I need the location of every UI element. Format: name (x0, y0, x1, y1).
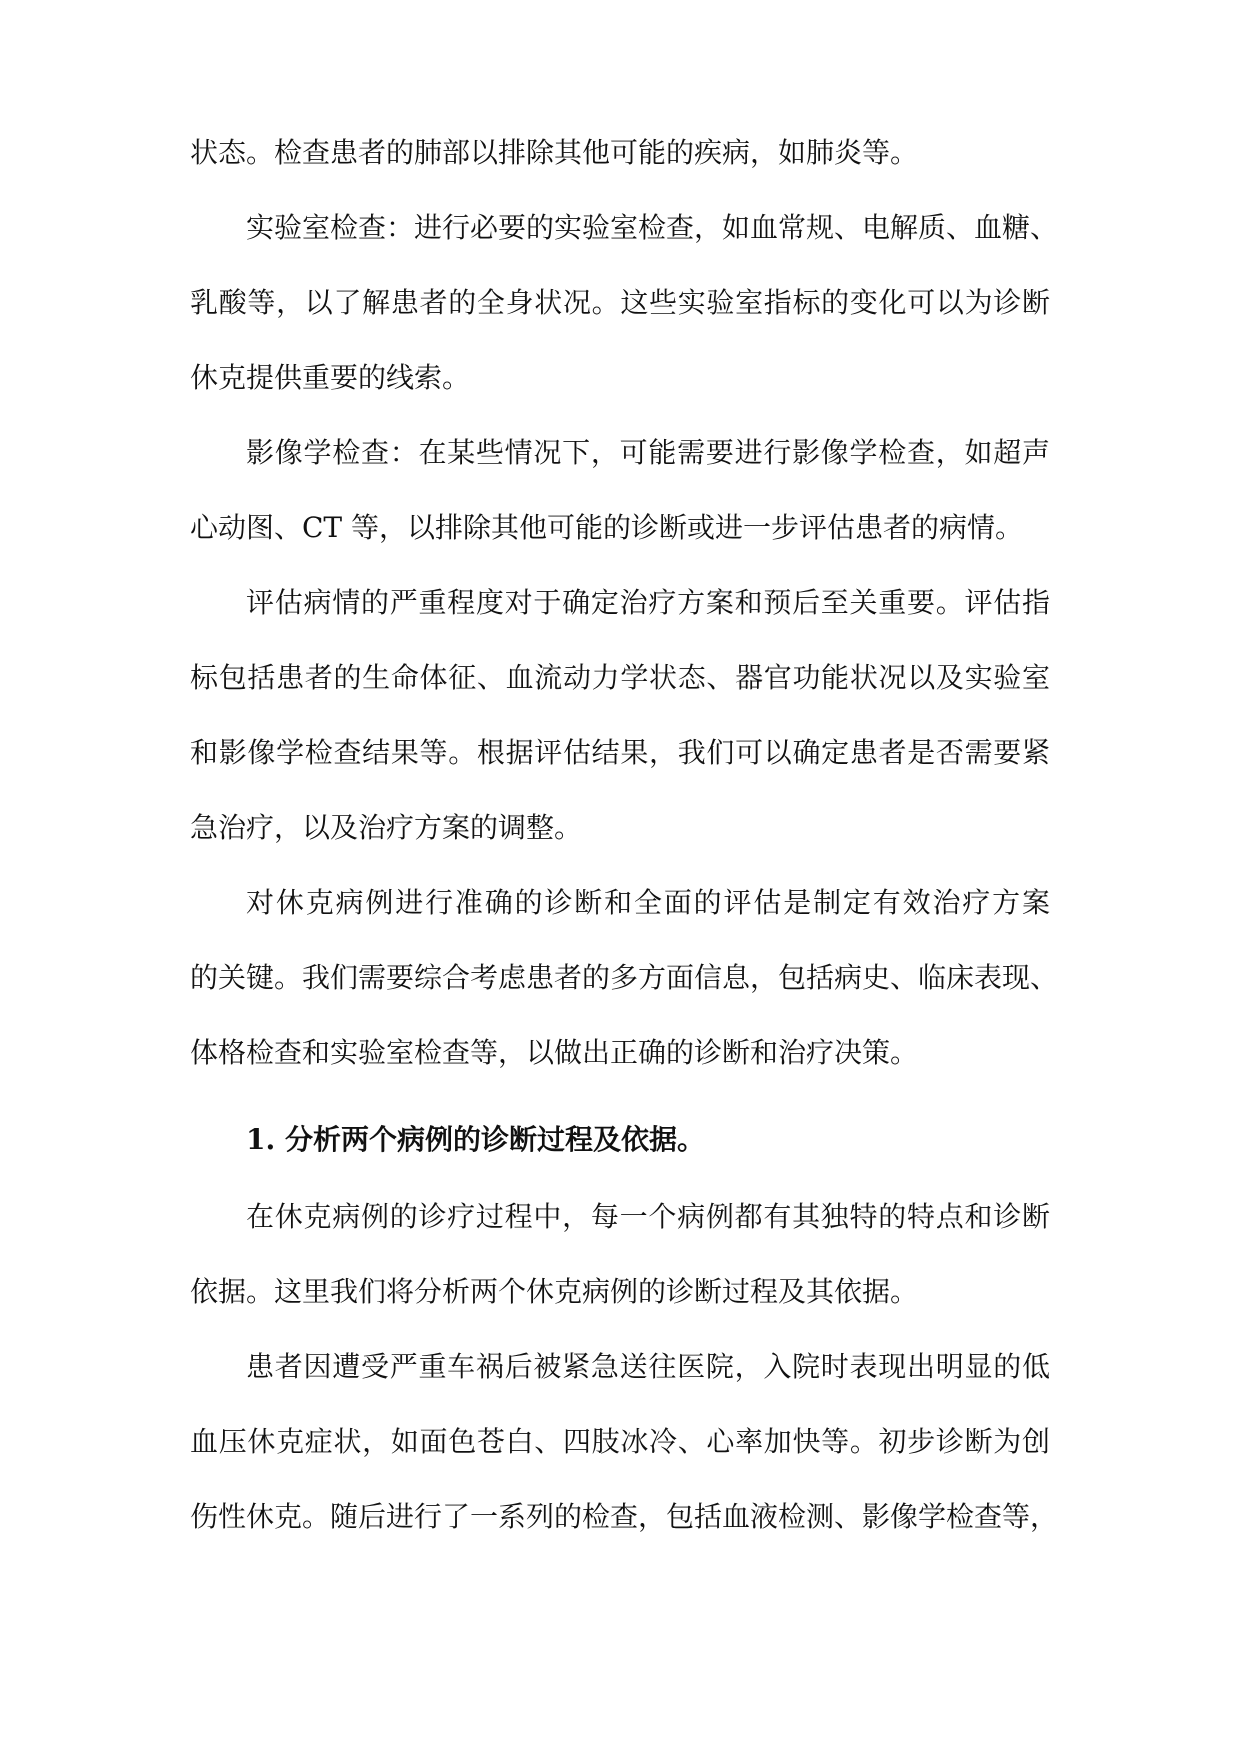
text-line-4: 休克提供重要的线索。 (190, 361, 471, 394)
text-line-15: 依据。这里我们将分析两个休克病例的诊断过程及其依据。 (190, 1275, 919, 1308)
section-heading: 1. 分析两个病例的诊断过程及依据。 (246, 1123, 705, 1156)
text-line-12: 的关键。我们需要综合考虑患者的多方面信息，包括病史、临床表现、 (190, 961, 1059, 994)
text-line-6: 心动图、CT 等，以排除其他可能的诊断或进一步评估患者的病情。 (190, 511, 1024, 544)
text-line-3: 乳酸等，以了解患者的全身状况。这些实验室指标的变化可以为诊断 (190, 286, 1050, 319)
text-line-14: 在休克病例的诊疗过程中，每一个病例都有其独特的特点和诊断 (246, 1200, 1050, 1233)
text-line-17: 血压休克症状，如面色苍白、四肢冰冷、心率加快等。初步诊断为创 (190, 1425, 1050, 1458)
text-line-18: 伤性休克。随后进行了一系列的检查，包括血液检测、影像学检查等， (190, 1500, 1059, 1533)
text-line-7: 评估病情的严重程度对于确定治疗方案和预后至关重要。评估指 (246, 586, 1050, 619)
text-line-2: 实验室检查：进行必要的实验室检查，如血常规、电解质、血糖、 (246, 211, 1059, 244)
text-line-16: 患者因遭受严重车祸后被紧急送往医院，入院时表现出明显的低 (246, 1350, 1050, 1383)
text-line-9: 和影像学检查结果等。根据评估结果，我们可以确定患者是否需要紧 (190, 736, 1050, 769)
text-line-8: 标包括患者的生命体征、血流动力学状态、器官功能状况以及实验室 (190, 661, 1050, 694)
text-line-11: 对休克病例进行准确的诊断和全面的评估是制定有效治疗方案 (246, 886, 1050, 919)
text-line-10: 急治疗，以及治疗方案的调整。 (190, 811, 583, 844)
text-line-1: 状态。检查患者的肺部以排除其他可能的疾病，如肺炎等。 (190, 136, 919, 169)
text-line-13: 体格检查和实验室检查等，以做出正确的诊断和治疗决策。 (190, 1036, 919, 1069)
text-line-5: 影像学检查：在某些情况下，可能需要进行影像学检查，如超声 (246, 436, 1050, 469)
